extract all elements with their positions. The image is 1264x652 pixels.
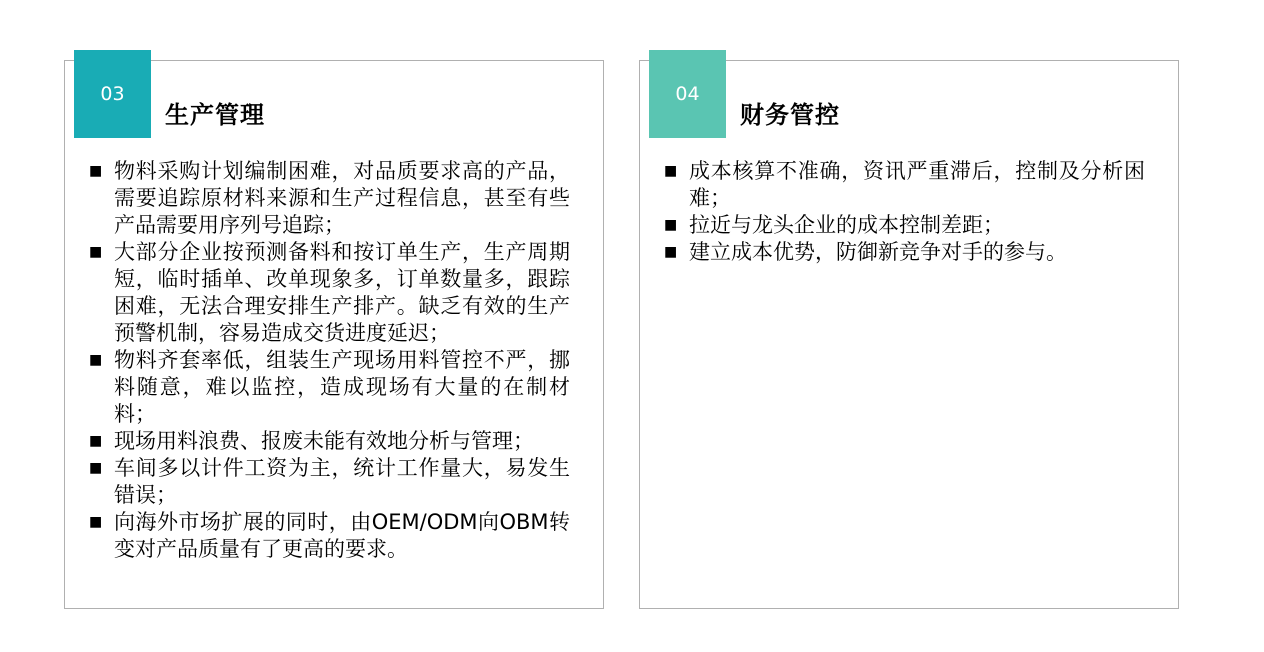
bullet-square-icon: ■ bbox=[89, 244, 103, 260]
card-number: 04 bbox=[675, 83, 700, 105]
card-title: 财务管控 bbox=[740, 101, 840, 129]
list-item bbox=[664, 239, 1145, 266]
list-item bbox=[664, 212, 1145, 239]
bullet-list bbox=[664, 158, 1145, 266]
bullet-text: 大部分企业按预测备料和按订单生产，生产周期短，临时插单、改单现象多，订单数量多，跟踪困难，无法合理安排生产排产。缺乏有效的生产预警机制，容易造成交货进度延迟； bbox=[114, 240, 570, 345]
bullet-text: 向海外市场扩展的同时，由OEM/ODM向OBM转变对产品质量有了更高的要求。 bbox=[114, 510, 570, 561]
bullet-square-icon: ■ bbox=[89, 514, 103, 530]
list-item bbox=[89, 509, 570, 563]
bullet-square-icon: ■ bbox=[89, 352, 103, 368]
bullet-text: 成本核算不准确，资讯严重滞后，控制及分析困难； bbox=[689, 159, 1145, 210]
bullet-list bbox=[89, 158, 570, 563]
bullet-text: 现场用料浪费、报废未能有效地分析与管理； bbox=[114, 429, 534, 453]
bullet-square-icon: ■ bbox=[89, 433, 103, 449]
card-production-management bbox=[64, 60, 604, 609]
bullet-square-icon: ■ bbox=[664, 163, 678, 179]
card-number: 03 bbox=[100, 83, 125, 105]
list-item bbox=[89, 455, 570, 509]
bullet-square-icon: ■ bbox=[664, 217, 678, 233]
bullet-text: 车间多以计件工资为主，统计工作量大，易发生错误； bbox=[114, 456, 570, 507]
card-financial-control bbox=[639, 60, 1179, 609]
card-number-badge bbox=[74, 50, 151, 138]
list-item bbox=[89, 239, 570, 347]
card-number-badge bbox=[649, 50, 726, 138]
bullet-text: 建立成本优势，防御新竞争对手的参与。 bbox=[689, 240, 1067, 264]
list-item bbox=[89, 428, 570, 455]
card-title: 生产管理 bbox=[165, 101, 265, 129]
bullet-square-icon: ■ bbox=[89, 163, 103, 179]
bullet-square-icon: ■ bbox=[664, 244, 678, 260]
bullet-text: 物料采购计划编制困难，对品质要求高的产品，需要追踪原材料来源和生产过程信息，甚至有些产品需要用序列号追踪； bbox=[114, 159, 570, 237]
bullet-text: 物料齐套率低，组装生产现场用料管控不严，挪料随意，难以监控，造成现场有大量的在制材料； bbox=[114, 348, 570, 426]
bullet-text: 拉近与龙头企业的成本控制差距； bbox=[689, 213, 1004, 237]
bullet-square-icon: ■ bbox=[89, 460, 103, 476]
list-item bbox=[664, 158, 1145, 212]
list-item bbox=[89, 158, 570, 239]
list-item bbox=[89, 347, 570, 428]
